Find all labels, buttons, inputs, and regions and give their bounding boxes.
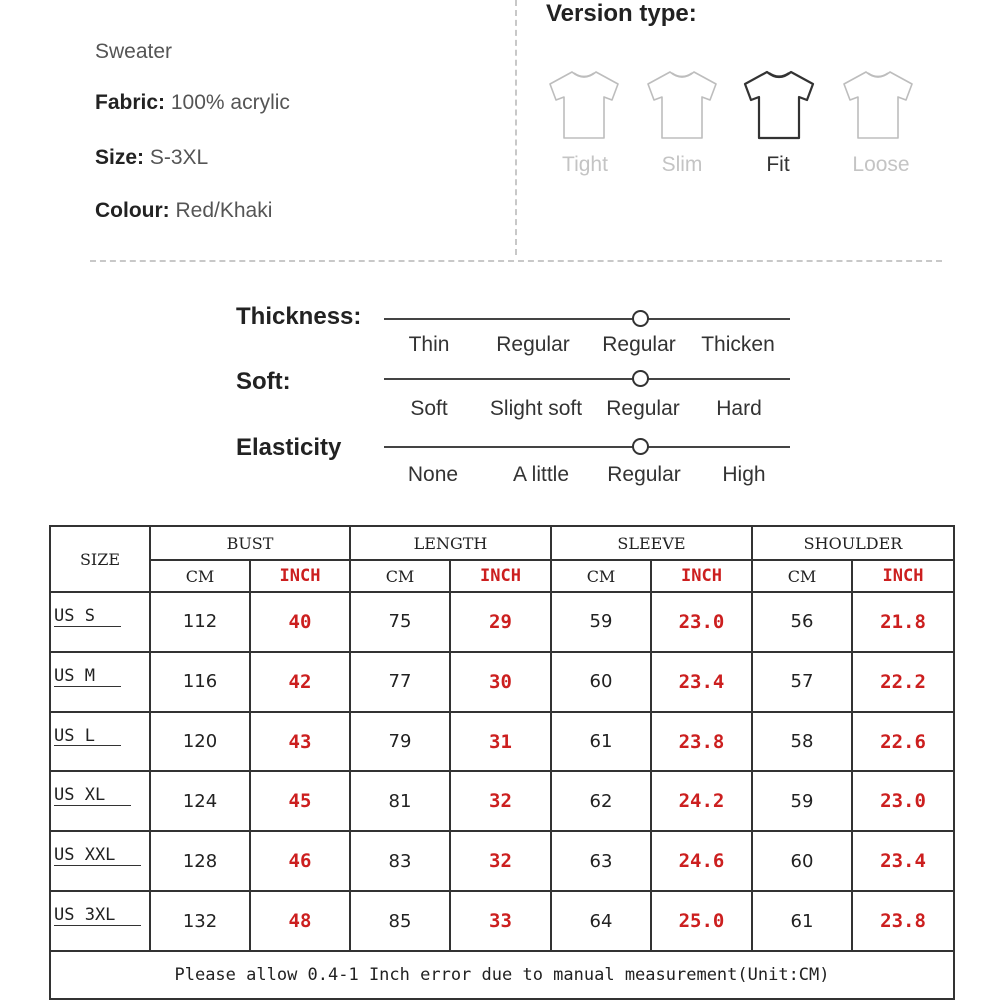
size-label: Size: bbox=[95, 146, 145, 169]
thickness-label-regular-2: Regular bbox=[602, 333, 676, 356]
inch-value: 40 bbox=[250, 592, 350, 652]
unit-inch-header: INCH bbox=[450, 560, 551, 592]
soft-label-regular: Regular bbox=[606, 397, 680, 420]
shoulder-header: SHOULDER bbox=[752, 526, 954, 560]
soft-title: Soft: bbox=[236, 368, 291, 395]
thickness-title: Thickness: bbox=[236, 303, 362, 330]
size-table bbox=[49, 525, 955, 1000]
cm-value: 64 bbox=[551, 891, 651, 951]
cm-value: 61 bbox=[752, 891, 852, 951]
inch-value: 23.8 bbox=[852, 891, 954, 951]
size-spec bbox=[95, 146, 208, 170]
cm-value: 62 bbox=[551, 771, 651, 831]
soft-label-hard: Hard bbox=[716, 397, 762, 420]
table-row bbox=[50, 592, 954, 652]
cm-value: 56 bbox=[752, 592, 852, 652]
inch-value: 43 bbox=[250, 712, 350, 772]
version-option-slim: Slim bbox=[661, 153, 703, 176]
size-cell bbox=[50, 712, 150, 772]
cm-value: 81 bbox=[350, 771, 450, 831]
horizontal-divider bbox=[90, 260, 942, 262]
tshirt-icon bbox=[642, 64, 722, 144]
size-label: US L bbox=[54, 727, 121, 747]
size-cell bbox=[50, 771, 150, 831]
cm-value: 83 bbox=[350, 831, 450, 891]
soft-label-soft: Soft bbox=[410, 397, 448, 420]
table-row bbox=[50, 652, 954, 712]
unit-cm-header: CM bbox=[752, 560, 852, 592]
inch-value: 33 bbox=[450, 891, 551, 951]
elasticity-label-a-little: A little bbox=[512, 463, 570, 486]
table-row bbox=[50, 712, 954, 772]
colour-label: Colour: bbox=[95, 199, 170, 222]
unit-inch-header: INCH bbox=[852, 560, 954, 592]
inch-value: 46 bbox=[250, 831, 350, 891]
size-label: US XXL bbox=[54, 846, 141, 866]
size-label: US S bbox=[54, 607, 121, 627]
elasticity-title: Elasticity bbox=[236, 434, 342, 461]
unit-cm-header: CM bbox=[551, 560, 651, 592]
cm-value: 59 bbox=[752, 771, 852, 831]
inch-value: 29 bbox=[450, 592, 551, 652]
colour-spec bbox=[95, 199, 272, 223]
inch-value: 23.8 bbox=[651, 712, 752, 772]
unit-cm-header: CM bbox=[350, 560, 450, 592]
unit-cm-header: CM bbox=[150, 560, 250, 592]
version-type-title: Version type: bbox=[546, 0, 697, 27]
fabric-label: Fabric: bbox=[95, 91, 166, 114]
elasticity-label-none: None bbox=[407, 463, 459, 486]
cm-value: 79 bbox=[350, 712, 450, 772]
size-header: SIZE bbox=[50, 526, 150, 592]
inch-value: 31 bbox=[450, 712, 551, 772]
cm-value: 128 bbox=[150, 831, 250, 891]
elasticity-scale-knob bbox=[632, 438, 649, 455]
size-label: US 3XL bbox=[54, 906, 141, 926]
unit-inch-header: INCH bbox=[250, 560, 350, 592]
inch-value: 25.0 bbox=[651, 891, 752, 951]
inch-value: 32 bbox=[450, 771, 551, 831]
inch-value: 23.4 bbox=[852, 831, 954, 891]
cm-value: 75 bbox=[350, 592, 450, 652]
size-label: US M bbox=[54, 667, 121, 687]
soft-scale-line bbox=[384, 378, 790, 380]
cm-value: 63 bbox=[551, 831, 651, 891]
size-label: US XL bbox=[54, 786, 131, 806]
cm-value: 120 bbox=[150, 712, 250, 772]
tshirt-icon bbox=[838, 64, 918, 144]
bust-header: BUST bbox=[150, 526, 350, 560]
colour-value: Red/Khaki bbox=[175, 199, 273, 222]
inch-value: 23.0 bbox=[651, 592, 752, 652]
sleeve-header: SLEEVE bbox=[551, 526, 752, 560]
thickness-scale-knob bbox=[632, 310, 649, 327]
cm-value: 58 bbox=[752, 712, 852, 772]
version-option-loose: Loose bbox=[852, 153, 910, 176]
thickness-label-thin: Thin bbox=[408, 333, 450, 356]
length-header: LENGTH bbox=[350, 526, 551, 560]
inch-value: 23.0 bbox=[852, 771, 954, 831]
thickness-scale-line bbox=[384, 318, 790, 320]
cm-value: 59 bbox=[551, 592, 651, 652]
inch-value: 48 bbox=[250, 891, 350, 951]
cm-value: 77 bbox=[350, 652, 450, 712]
cm-value: 60 bbox=[752, 831, 852, 891]
elasticity-label-regular: Regular bbox=[607, 463, 681, 486]
table-row bbox=[50, 891, 954, 951]
cm-value: 124 bbox=[150, 771, 250, 831]
cm-value: 85 bbox=[350, 891, 450, 951]
size-cell bbox=[50, 652, 150, 712]
table-row bbox=[50, 831, 954, 891]
size-value: S-3XL bbox=[149, 146, 209, 169]
cm-value: 57 bbox=[752, 652, 852, 712]
thickness-label-regular: Regular bbox=[496, 333, 570, 356]
cm-value: 132 bbox=[150, 891, 250, 951]
soft-scale-knob bbox=[632, 370, 649, 387]
inch-value: 45 bbox=[250, 771, 350, 831]
inch-value: 22.2 bbox=[852, 652, 954, 712]
version-option-tight: Tight bbox=[562, 153, 608, 176]
version-option-fit: Fit bbox=[766, 153, 790, 176]
inch-value: 42 bbox=[250, 652, 350, 712]
fabric-value: 100% acrylic bbox=[170, 91, 290, 114]
cm-value: 116 bbox=[150, 652, 250, 712]
measurement-note: Please allow 0.4-1 Inch error due to manual measurement(Unit:CM) bbox=[50, 951, 954, 999]
unit-inch-header: INCH bbox=[651, 560, 752, 592]
cm-value: 60 bbox=[551, 652, 651, 712]
size-cell bbox=[50, 891, 150, 951]
cm-value: 61 bbox=[551, 712, 651, 772]
inch-value: 21.8 bbox=[852, 592, 954, 652]
table-row bbox=[50, 771, 954, 831]
elasticity-scale-line bbox=[384, 446, 790, 448]
elasticity-label-high: High bbox=[722, 463, 766, 486]
inch-value: 24.6 bbox=[651, 831, 752, 891]
tshirt-icon bbox=[544, 64, 624, 144]
inch-value: 22.6 bbox=[852, 712, 954, 772]
size-cell bbox=[50, 831, 150, 891]
tshirt-icon bbox=[739, 64, 819, 144]
vertical-divider bbox=[515, 0, 517, 255]
soft-label-slight-soft: Slight soft bbox=[489, 397, 583, 420]
thickness-label-thicken: Thicken bbox=[701, 333, 775, 356]
fabric-spec bbox=[95, 91, 290, 115]
inch-value: 24.2 bbox=[651, 771, 752, 831]
inch-value: 23.4 bbox=[651, 652, 752, 712]
inch-value: 32 bbox=[450, 831, 551, 891]
inch-value: 30 bbox=[450, 652, 551, 712]
product-name: Sweater bbox=[95, 40, 173, 63]
cm-value: 112 bbox=[150, 592, 250, 652]
size-cell bbox=[50, 592, 150, 652]
